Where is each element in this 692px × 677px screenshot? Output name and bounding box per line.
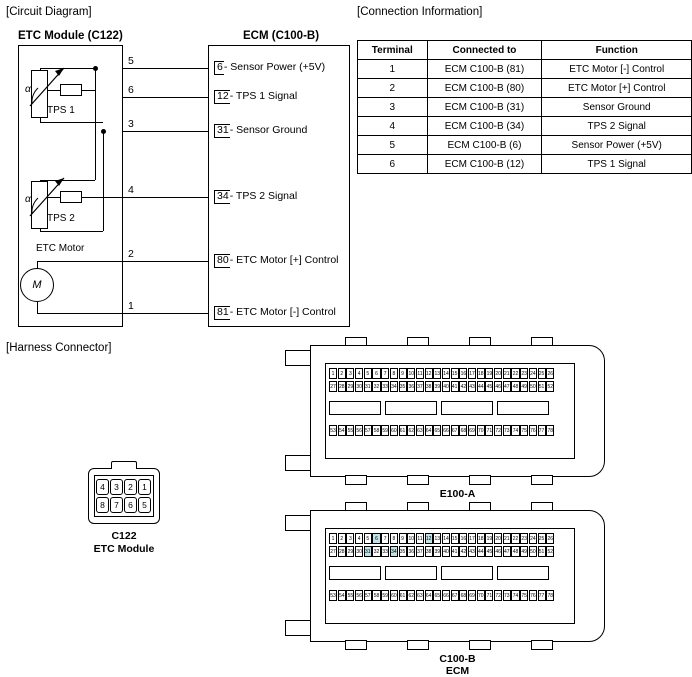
c100b-top-tab-1 xyxy=(345,502,367,511)
e100a-caption: E100-A xyxy=(439,488,476,500)
c100b-pin[interactable]: 74 xyxy=(511,590,519,601)
e100a-slot-3 xyxy=(441,401,493,415)
c100b-pin[interactable]: 36 xyxy=(407,546,415,557)
connection-info-table-wrap xyxy=(357,40,692,174)
table-row xyxy=(358,155,692,174)
e100a-pin[interactable]: 53 xyxy=(329,425,337,436)
cell-connected-to: ECM C100-B (31) xyxy=(427,98,542,117)
e100a-top-tab-3 xyxy=(469,337,491,346)
c100b-pin[interactable]: 8 xyxy=(390,533,398,544)
e100a-pin[interactable]: 30 xyxy=(355,381,363,392)
cell-function: ETC Motor [-] Control xyxy=(542,60,692,79)
c100b-pin[interactable]: 66 xyxy=(442,590,450,601)
wire-tps2-sig xyxy=(82,197,123,198)
c122-pin-5: 5 xyxy=(138,497,151,513)
c100b-pin[interactable]: 49 xyxy=(520,546,528,557)
e100a-top-tab-4 xyxy=(531,337,553,346)
c100b-pin[interactable]: 45 xyxy=(485,546,493,557)
tps1-alpha-label: α xyxy=(25,84,31,95)
e100a-pin[interactable]: 20 xyxy=(494,368,502,379)
tps2-alpha-label: α xyxy=(25,194,31,205)
e100a-pin[interactable]: 57 xyxy=(364,425,372,436)
c100b-pin[interactable]: 20 xyxy=(494,533,502,544)
cell-terminal: 2 xyxy=(358,79,428,98)
wire-power-down xyxy=(95,68,96,180)
e100a-pin[interactable]: 54 xyxy=(338,425,346,436)
wire-motor-plus-v xyxy=(37,261,38,269)
c100b-pin[interactable]: 69 xyxy=(468,590,476,601)
circuit-terminal-34-pin: 34 xyxy=(214,190,230,204)
harness-connector-section-title: [Harness Connector] xyxy=(6,342,112,354)
c100b-pin[interactable]: 10 xyxy=(407,533,415,544)
c100b-pin[interactable]: 21 xyxy=(503,533,511,544)
table-row xyxy=(358,60,692,79)
wire-pin6 xyxy=(123,97,208,98)
cell-function: Sensor Ground xyxy=(542,98,692,117)
c100b-pin[interactable]: 5 xyxy=(364,533,372,544)
ecm-box xyxy=(208,45,350,327)
e100a-pin[interactable]: 66 xyxy=(442,425,450,436)
c100b-pin-row-1 xyxy=(329,533,555,544)
circuit-terminal-12-pin: 12 xyxy=(214,90,230,104)
c100b-pin[interactable]: 13 xyxy=(433,533,441,544)
cell-connected-to: ECM C100-B (80) xyxy=(427,79,542,98)
c100b-pin[interactable]: 38 xyxy=(425,546,433,557)
e100a-pin[interactable]: 39 xyxy=(433,381,441,392)
c100b-pin[interactable]: 30 xyxy=(355,546,363,557)
c100b-pin[interactable]: 43 xyxy=(468,546,476,557)
e100a-pin[interactable]: 69 xyxy=(468,425,476,436)
c100b-pin[interactable]: 50 xyxy=(529,546,537,557)
cell-function: TPS 2 Signal xyxy=(542,117,692,136)
table-row xyxy=(358,117,692,136)
e100a-pin[interactable]: 34 xyxy=(390,381,398,392)
e100a-pin[interactable]: 26 xyxy=(546,368,554,379)
e100a-pin[interactable]: 73 xyxy=(503,425,511,436)
c100b-bottom-tab-2 xyxy=(407,640,429,650)
c100b-pin[interactable]: 44 xyxy=(477,546,485,557)
c100b-pin[interactable]: 75 xyxy=(520,590,528,601)
e100a-pin[interactable]: 52 xyxy=(546,381,554,392)
wire-pin4 xyxy=(123,197,208,198)
c122-pin-4: 4 xyxy=(96,479,109,495)
c100b-pin[interactable]: 68 xyxy=(459,590,467,601)
e100a-pin[interactable]: 60 xyxy=(390,425,398,436)
c100b-slot-1 xyxy=(329,566,381,580)
connection-info-section-title: [Connection Information] xyxy=(357,6,483,18)
c122-caption-subtitle: ETC Module xyxy=(93,543,155,555)
cell-function: TPS 1 Signal xyxy=(542,155,692,174)
e100a-pin[interactable]: 2 xyxy=(338,368,346,379)
cell-terminal: 3 xyxy=(358,98,428,117)
e100a-pin[interactable]: 59 xyxy=(381,425,389,436)
e100a-slot-2 xyxy=(385,401,437,415)
e100a-pin[interactable]: 29 xyxy=(346,381,354,392)
c100b-pin[interactable]: 14 xyxy=(442,533,450,544)
c100b-pin[interactable]: 41 xyxy=(451,546,459,557)
e100a-bottom-tab-4 xyxy=(531,475,553,485)
c100b-pin[interactable]: 48 xyxy=(511,546,519,557)
table-row xyxy=(358,98,692,117)
e100a-bottom-tab-2 xyxy=(407,475,429,485)
e100a-pin[interactable]: 35 xyxy=(399,381,407,392)
c100b-pin[interactable]: 73 xyxy=(503,590,511,601)
cell-connected-to: ECM C100-B (6) xyxy=(427,136,542,155)
e100a-pin[interactable]: 56 xyxy=(355,425,363,436)
wire-motor-minus xyxy=(37,313,123,314)
e100a-pin[interactable]: 61 xyxy=(399,425,407,436)
wire-pin3 xyxy=(123,131,208,132)
c122-pin-6: 6 xyxy=(124,497,137,513)
cell-connected-to: ECM C100-B (12) xyxy=(427,155,542,174)
e100a-pin[interactable]: 38 xyxy=(425,381,433,392)
c100b-pin[interactable]: 1 xyxy=(329,533,337,544)
cell-connected-to: ECM C100-B (81) xyxy=(427,60,542,79)
c100b-pin[interactable]: 71 xyxy=(485,590,493,601)
c100b-pin[interactable]: 52 xyxy=(546,546,554,557)
circuit-left-pin-3: 3 xyxy=(128,118,134,130)
th-connected-to: Connected to xyxy=(427,41,542,60)
cell-terminal: 4 xyxy=(358,117,428,136)
circuit-terminal-34 xyxy=(214,190,297,204)
c122-pin-8: 8 xyxy=(96,497,109,513)
wire-pin2 xyxy=(123,261,208,262)
c100b-bottom-tab-4 xyxy=(531,640,553,650)
e100a-pin[interactable]: 64 xyxy=(425,425,433,436)
circuit-terminal-6-label: - Sensor Power (+5V) xyxy=(223,61,326,73)
e100a-pin[interactable]: 32 xyxy=(372,381,380,392)
c100b-pin-highlighted[interactable]: 6 xyxy=(372,533,380,544)
circuit-left-pin-4: 4 xyxy=(128,184,134,196)
e100a-pin[interactable]: 47 xyxy=(503,381,511,392)
c100b-pin[interactable]: 57 xyxy=(364,590,372,601)
c122-lock-tab xyxy=(111,461,137,469)
circuit-terminal-81-pin: 81 xyxy=(214,306,230,320)
c100b-pin[interactable]: 19 xyxy=(485,533,493,544)
c100b-caption: C100-B xyxy=(439,653,476,665)
wire-ground-tps1 xyxy=(40,122,103,123)
e100a-pin[interactable]: 36 xyxy=(407,381,415,392)
e100a-bottom-tab-1 xyxy=(345,475,367,485)
e100a-pin[interactable]: 28 xyxy=(338,381,346,392)
c100b-pin[interactable]: 61 xyxy=(399,590,407,601)
c100b-pin[interactable]: 33 xyxy=(381,546,389,557)
c100b-subcaption: ECM xyxy=(445,665,470,677)
e100a-pin[interactable]: 68 xyxy=(459,425,467,436)
c122-pin-7: 7 xyxy=(110,497,123,513)
circuit-terminal-80-pin: 80 xyxy=(214,254,230,268)
c100b-pin-row-2 xyxy=(329,546,555,557)
e100a-pin[interactable]: 10 xyxy=(407,368,415,379)
c100b-pin[interactable]: 2 xyxy=(338,533,346,544)
circuit-diagram-section-title: [Circuit Diagram] xyxy=(6,6,92,18)
connection-table xyxy=(357,40,692,174)
circuit-terminal-31 xyxy=(214,124,307,138)
e100a-pin[interactable]: 3 xyxy=(346,368,354,379)
e100a-pin[interactable]: 45 xyxy=(485,381,493,392)
e100a-pin[interactable]: 55 xyxy=(346,425,354,436)
c122-pin-2: 2 xyxy=(124,479,137,495)
c100b-pin[interactable]: 63 xyxy=(416,590,424,601)
c100b-pin[interactable]: 15 xyxy=(451,533,459,544)
c100b-pin[interactable]: 35 xyxy=(399,546,407,557)
e100a-pin[interactable]: 71 xyxy=(485,425,493,436)
e100a-pin[interactable]: 70 xyxy=(477,425,485,436)
c100b-pin[interactable]: 76 xyxy=(529,590,537,601)
e100a-pin[interactable]: 50 xyxy=(529,381,537,392)
cell-terminal: 5 xyxy=(358,136,428,155)
e100a-pin[interactable]: 17 xyxy=(468,368,476,379)
e100a-pin[interactable]: 27 xyxy=(329,381,337,392)
c100b-pin[interactable]: 56 xyxy=(355,590,363,601)
c100b-pin[interactable]: 7 xyxy=(381,533,389,544)
circuit-left-pin-5: 5 xyxy=(128,55,134,67)
wire-pin1 xyxy=(123,313,208,314)
wire-ground-tps2 xyxy=(40,231,103,232)
e100a-pin[interactable]: 75 xyxy=(520,425,528,436)
c100b-pin[interactable]: 16 xyxy=(459,533,467,544)
circuit-terminal-81 xyxy=(214,306,336,320)
tps2-label: TPS 2 xyxy=(47,213,75,224)
e100a-pin[interactable]: 7 xyxy=(381,368,389,379)
circuit-terminal-6 xyxy=(214,61,325,75)
table-header-row xyxy=(358,41,692,60)
motor-symbol xyxy=(20,268,54,302)
c100b-pin[interactable]: 70 xyxy=(477,590,485,601)
wire-pin5 xyxy=(123,68,208,69)
motor-symbol-letter: M xyxy=(32,279,42,291)
c100b-pin[interactable]: 40 xyxy=(442,546,450,557)
etc-module-label: ETC Module (C122) xyxy=(18,30,123,42)
c100b-pin[interactable]: 42 xyxy=(459,546,467,557)
table-row xyxy=(358,79,692,98)
c100b-pin[interactable]: 22 xyxy=(511,533,519,544)
e100a-pin[interactable]: 23 xyxy=(520,368,528,379)
e100a-pin[interactable]: 15 xyxy=(451,368,459,379)
c100b-pin[interactable]: 18 xyxy=(477,533,485,544)
e100a-pin[interactable]: 1 xyxy=(329,368,337,379)
c122-pin-1: 1 xyxy=(138,479,151,495)
circuit-terminal-12 xyxy=(214,90,297,104)
cell-function: ETC Motor [+] Control xyxy=(542,79,692,98)
c100b-connector xyxy=(285,510,630,677)
c100b-pin[interactable]: 47 xyxy=(503,546,511,557)
c100b-pin[interactable]: 28 xyxy=(338,546,346,557)
c100b-slot-3 xyxy=(441,566,493,580)
e100a-pin[interactable]: 21 xyxy=(503,368,511,379)
circuit-terminal-31-pin: 31 xyxy=(214,124,230,138)
c100b-pin[interactable]: 53 xyxy=(329,590,337,601)
c100b-pin[interactable]: 58 xyxy=(372,590,380,601)
c100b-pin[interactable]: 72 xyxy=(494,590,502,601)
e100a-pin[interactable]: 16 xyxy=(459,368,467,379)
c100b-pin[interactable]: 39 xyxy=(433,546,441,557)
c100b-top-tab-4 xyxy=(531,502,553,511)
e100a-pin[interactable]: 74 xyxy=(511,425,519,436)
e100a-top-tab-1 xyxy=(345,337,367,346)
c122-outer-shell xyxy=(88,468,160,524)
c122-connector xyxy=(88,468,160,555)
e100a-pin[interactable]: 58 xyxy=(372,425,380,436)
table-row xyxy=(358,136,692,155)
circuit-terminal-34-label: - TPS 2 Signal xyxy=(229,190,298,202)
e100a-slot-1 xyxy=(329,401,381,415)
e100a-pin[interactable]: 76 xyxy=(529,425,537,436)
e100a-pin-row-2 xyxy=(329,381,555,392)
c100b-bottom-tab-3 xyxy=(469,640,491,650)
c100b-pin-highlighted[interactable]: 31 xyxy=(364,546,372,557)
wire-ground-v xyxy=(103,131,104,231)
e100a-pin[interactable]: 33 xyxy=(381,381,389,392)
circuit-left-pin-6: 6 xyxy=(128,84,134,96)
circuit-terminal-81-label: - ETC Motor [-] Control xyxy=(229,306,336,318)
circuit-terminal-6-pin: 6 xyxy=(214,61,224,75)
e100a-pin[interactable]: 8 xyxy=(390,368,398,379)
e100a-pin[interactable]: 6 xyxy=(372,368,380,379)
th-terminal: Terminal xyxy=(358,41,428,60)
c100b-pin[interactable]: 77 xyxy=(538,590,546,601)
e100a-pin[interactable]: 9 xyxy=(399,368,407,379)
c100b-pin[interactable]: 3 xyxy=(346,533,354,544)
c100b-top-tab-3 xyxy=(469,502,491,511)
e100a-pin[interactable]: 24 xyxy=(529,368,537,379)
e100a-pin[interactable]: 46 xyxy=(494,381,502,392)
ecm-label: ECM (C100-B) xyxy=(243,30,320,42)
e100a-pin[interactable]: 19 xyxy=(485,368,493,379)
cell-terminal: 6 xyxy=(358,155,428,174)
e100a-bottom-tab-3 xyxy=(469,475,491,485)
e100a-connector xyxy=(285,345,630,500)
circuit-left-pin-2: 2 xyxy=(128,248,134,260)
e100a-pin[interactable]: 13 xyxy=(433,368,441,379)
e100a-pin-row-1 xyxy=(329,368,555,379)
c100b-pin[interactable]: 78 xyxy=(546,590,554,601)
c122-pin-3: 3 xyxy=(110,479,123,495)
c100b-pin[interactable]: 11 xyxy=(416,533,424,544)
th-function: Function xyxy=(542,41,692,60)
c100b-pin[interactable]: 24 xyxy=(529,533,537,544)
e100a-pin[interactable]: 41 xyxy=(451,381,459,392)
e100a-pin[interactable]: 78 xyxy=(546,425,554,436)
c100b-pin-highlighted[interactable]: 12 xyxy=(425,533,433,544)
c100b-pin[interactable]: 54 xyxy=(338,590,346,601)
circuit-terminal-80 xyxy=(214,254,339,268)
c100b-pin[interactable]: 67 xyxy=(451,590,459,601)
cell-terminal: 1 xyxy=(358,60,428,79)
e100a-pin[interactable]: 4 xyxy=(355,368,363,379)
c100b-pin[interactable]: 27 xyxy=(329,546,337,557)
c100b-pin[interactable]: 64 xyxy=(425,590,433,601)
e100a-slot-4 xyxy=(497,401,549,415)
c100b-bottom-tab-1 xyxy=(345,640,367,650)
c100b-pin[interactable]: 26 xyxy=(546,533,554,544)
cell-connected-to: ECM C100-B (34) xyxy=(427,117,542,136)
c100b-pin[interactable]: 60 xyxy=(390,590,398,601)
c122-caption-name: C122 xyxy=(111,530,137,542)
e100a-pin[interactable]: 31 xyxy=(364,381,372,392)
e100a-pin[interactable]: 22 xyxy=(511,368,519,379)
circuit-terminal-80-label: - ETC Motor [+] Control xyxy=(229,254,339,266)
c100b-slot-2 xyxy=(385,566,437,580)
e100a-pin[interactable]: 48 xyxy=(511,381,519,392)
e100a-pin[interactable]: 72 xyxy=(494,425,502,436)
e100a-pin-row-3 xyxy=(329,425,555,436)
cell-function: Sensor Power (+5V) xyxy=(542,136,692,155)
circuit-diagram xyxy=(0,0,360,340)
wire-motor-minus-v xyxy=(37,302,38,313)
e100a-pin[interactable]: 63 xyxy=(416,425,424,436)
c100b-pin[interactable]: 32 xyxy=(372,546,380,557)
tps1-label: TPS 1 xyxy=(47,105,75,116)
circuit-terminal-31-label: - Sensor Ground xyxy=(229,124,308,136)
c100b-pin[interactable]: 23 xyxy=(520,533,528,544)
c100b-pin[interactable]: 62 xyxy=(407,590,415,601)
e100a-pin[interactable]: 51 xyxy=(538,381,546,392)
e100a-pin[interactable]: 37 xyxy=(416,381,424,392)
e100a-pin[interactable]: 40 xyxy=(442,381,450,392)
c100b-pin-highlighted[interactable]: 34 xyxy=(390,546,398,557)
e100a-pin[interactable]: 62 xyxy=(407,425,415,436)
c100b-pin[interactable]: 9 xyxy=(399,533,407,544)
c100b-pin[interactable]: 65 xyxy=(433,590,441,601)
etc-motor-label: ETC Motor xyxy=(36,243,85,254)
e100a-pin[interactable]: 14 xyxy=(442,368,450,379)
wire-tps1-sig-v xyxy=(95,90,96,97)
wire-motor-plus xyxy=(37,261,123,262)
c100b-pin[interactable]: 4 xyxy=(355,533,363,544)
c100b-pin[interactable]: 51 xyxy=(538,546,546,557)
c100b-pin[interactable]: 29 xyxy=(346,546,354,557)
e100a-top-tab-2 xyxy=(407,337,429,346)
c100b-pin[interactable]: 59 xyxy=(381,590,389,601)
c100b-pin-row-3 xyxy=(329,590,555,601)
c100b-pin[interactable]: 55 xyxy=(346,590,354,601)
c122-inner-frame xyxy=(94,475,154,517)
c100b-pin[interactable]: 25 xyxy=(538,533,546,544)
c100b-pin[interactable]: 46 xyxy=(494,546,502,557)
e100a-pin[interactable]: 49 xyxy=(520,381,528,392)
e100a-pin[interactable]: 42 xyxy=(459,381,467,392)
e100a-pin[interactable]: 25 xyxy=(538,368,546,379)
e100a-pin[interactable]: 65 xyxy=(433,425,441,436)
circuit-left-pin-1: 1 xyxy=(128,300,134,312)
e100a-pin[interactable]: 18 xyxy=(477,368,485,379)
e100a-pin[interactable]: 77 xyxy=(538,425,546,436)
c100b-pin[interactable]: 17 xyxy=(468,533,476,544)
e100a-pin[interactable]: 5 xyxy=(364,368,372,379)
e100a-pin[interactable]: 12 xyxy=(425,368,433,379)
c100b-slot-4 xyxy=(497,566,549,580)
c100b-pin[interactable]: 37 xyxy=(416,546,424,557)
c100b-top-tab-2 xyxy=(407,502,429,511)
e100a-pin[interactable]: 43 xyxy=(468,381,476,392)
e100a-pin[interactable]: 11 xyxy=(416,368,424,379)
e100a-pin[interactable]: 67 xyxy=(451,425,459,436)
wire-tps1-sig xyxy=(82,90,95,91)
circuit-terminal-12-label: - TPS 1 Signal xyxy=(229,90,298,102)
e100a-pin[interactable]: 44 xyxy=(477,381,485,392)
